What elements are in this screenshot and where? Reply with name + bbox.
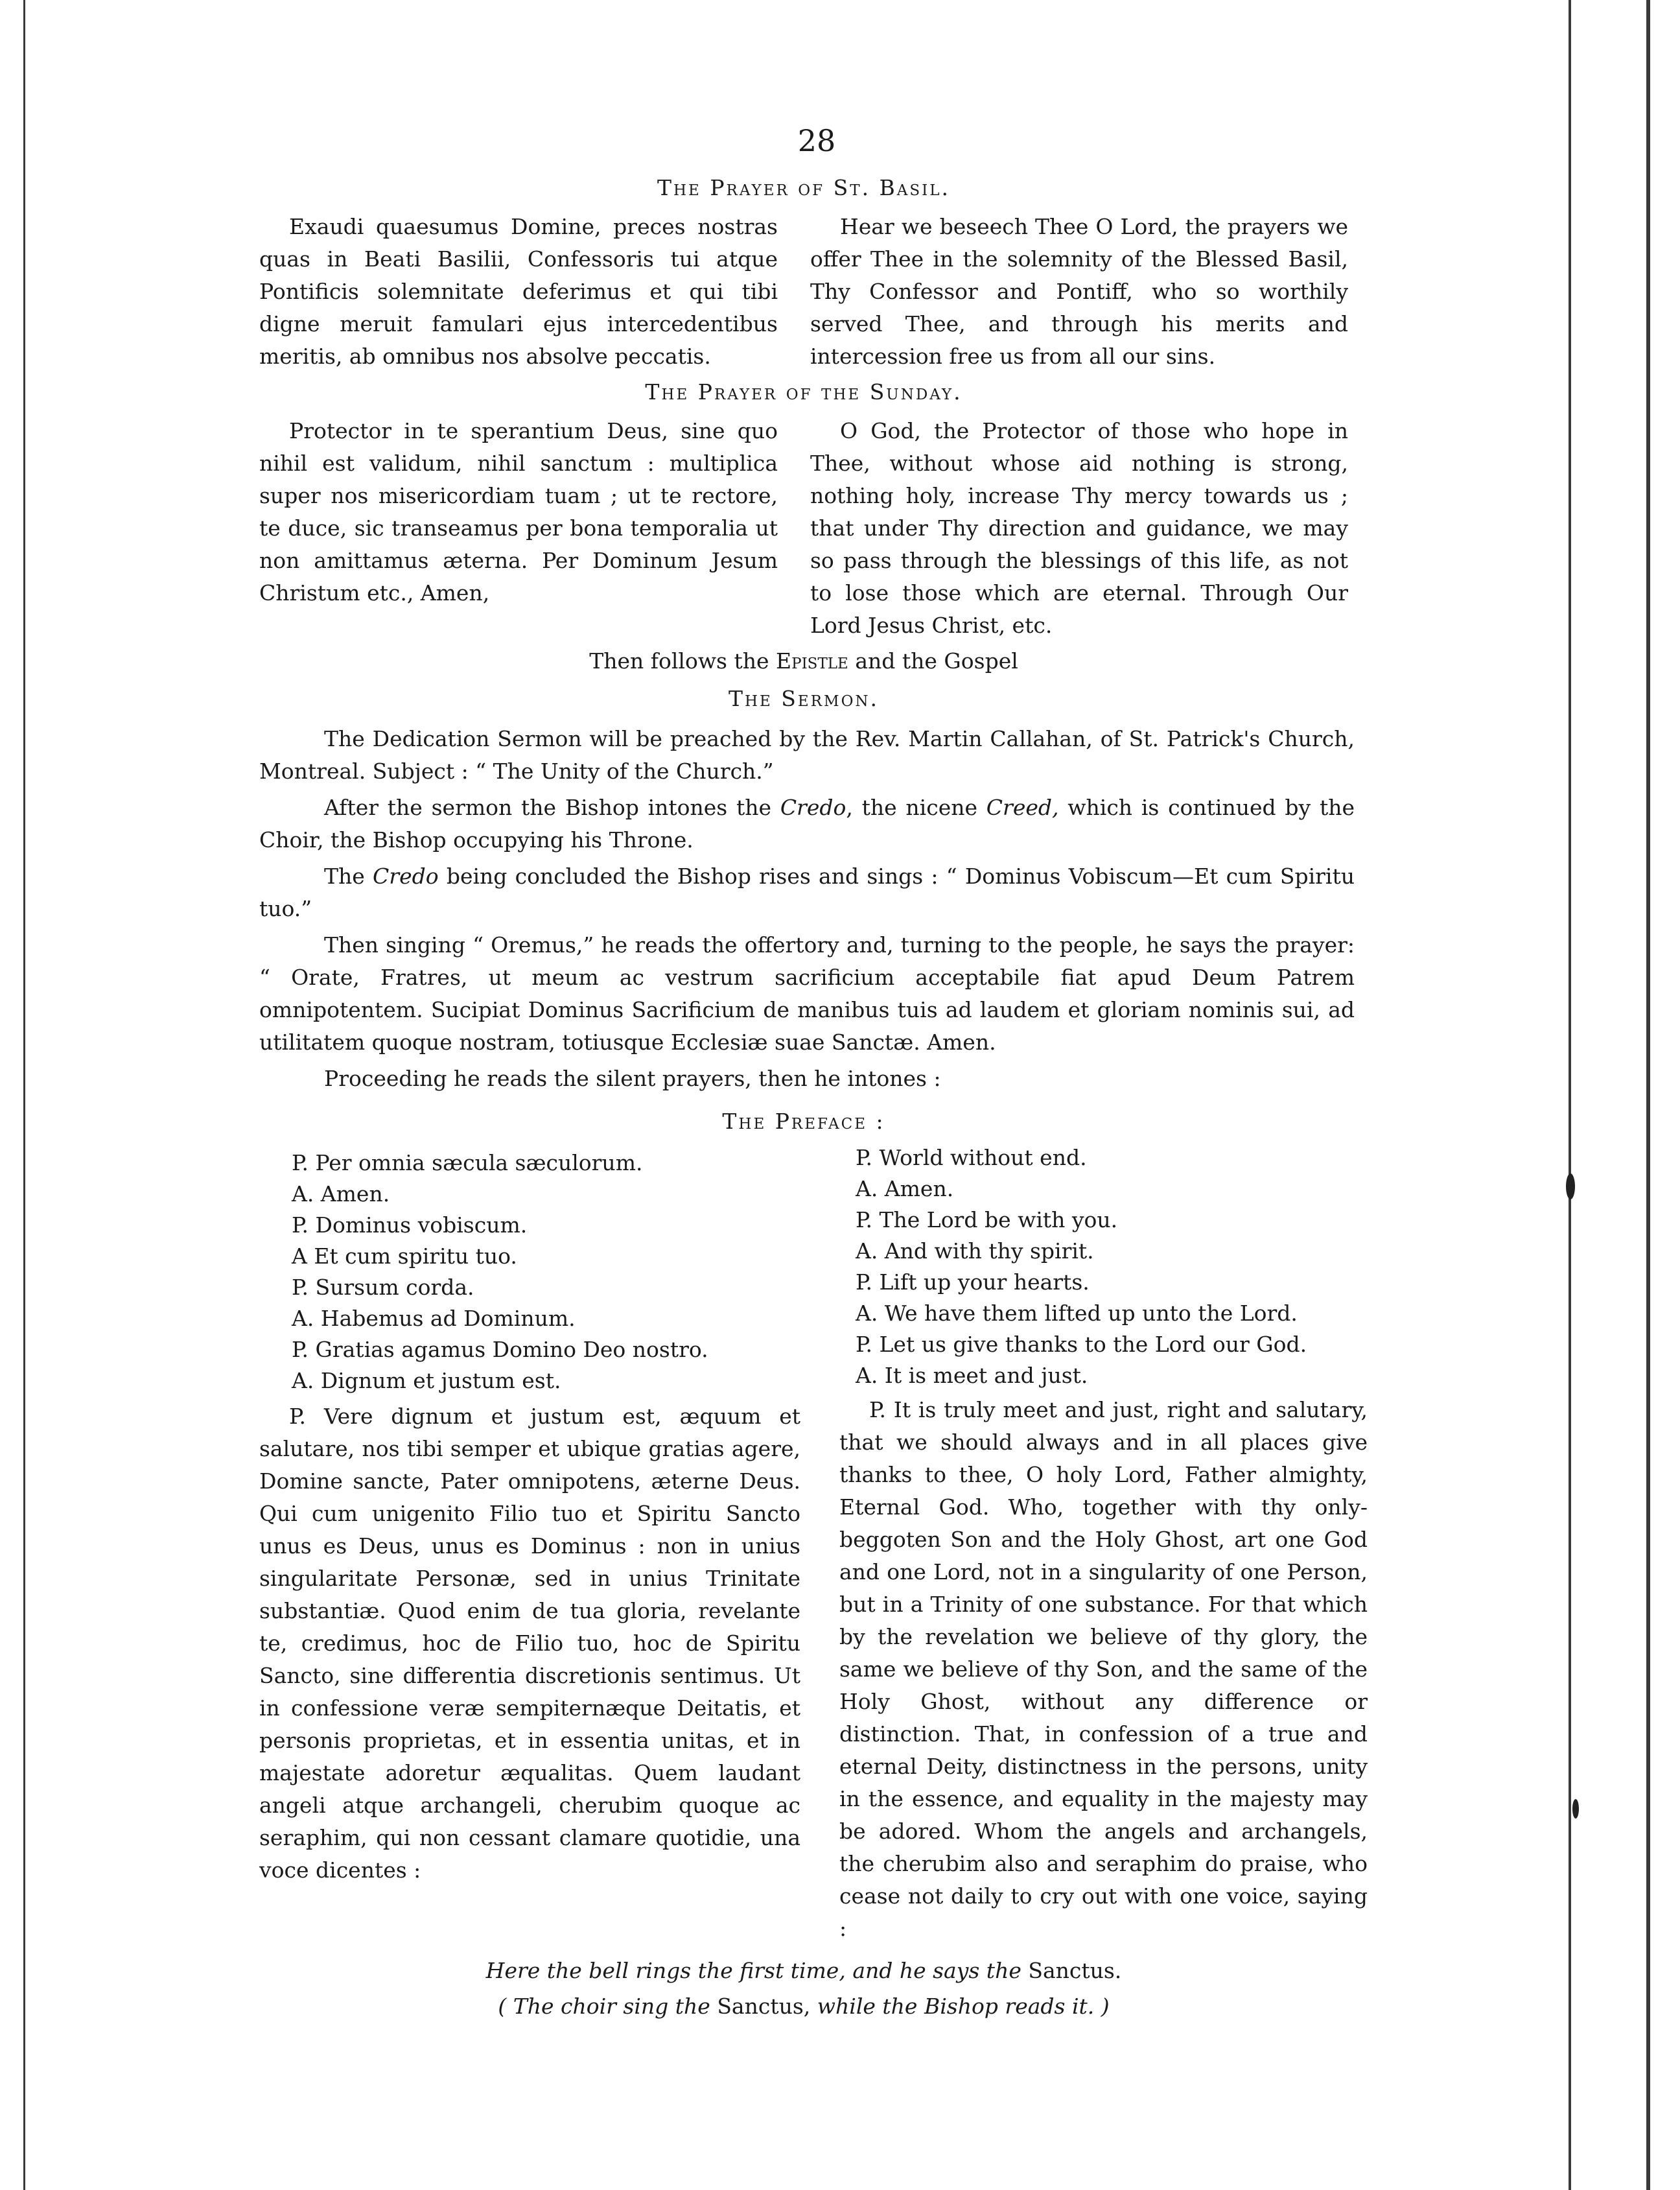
credo-italic: Credo <box>780 795 846 820</box>
dialog-line: A. Habemus ad Dominum. <box>292 1306 576 1331</box>
epistle-before: Then follows the <box>589 648 776 674</box>
footer-text: ( The choir sing the <box>498 1994 718 2019</box>
heading-prayer-basil: The Prayer of St. Basil. <box>657 175 951 200</box>
page-number: 28 <box>797 123 836 158</box>
dialog-line: P. Gratias agamus Domino Deo nostro. <box>292 1337 708 1362</box>
dialog-line: A. Dignum et justum est. <box>292 1368 561 1393</box>
text-run: being concluded the Bishop rises and sings : “ Dominus Vobiscum—Et cum Spiritu tuo.” <box>259 864 1355 921</box>
text-run: which is continued by the Choir, the Bishop occupying his Throne. <box>259 795 1355 853</box>
right-edge-line <box>1569 0 1571 2190</box>
dialog-line: P. Let us give thanks to the Lord our God. <box>856 1332 1307 1357</box>
dialog-line: P. Per omnia sæcula sæculorum. <box>292 1150 643 1175</box>
text-run: After the sermon the Bishop intones the <box>324 795 780 820</box>
text-run: The <box>324 864 373 889</box>
credo-italic: Credo <box>373 864 439 889</box>
dialog-line: P. The Lord be with you. <box>856 1207 1118 1232</box>
dialog-line: A Et cum spiritu tuo. <box>292 1243 517 1269</box>
dialog-line: A. It is meet and just. <box>856 1363 1088 1388</box>
dialog-line: P. Sursum corda. <box>292 1275 474 1300</box>
sermon-paragraph: Then singing “ Oremus,” he reads the offertory and, turning to the people, he says the prayer: “ Orate, Fratres, ut meum ac vestrum sacrificium acceptabile fiat apud Deum Patrem omnipotentem. Sucipiat Dominus Sacrificium de manibus tuis ad laudem et gloriam nominis sui, ad utilitatem quoque nostram, totiusque Ecclesiæ suae Sanctæ. Amen. <box>259 932 1355 1055</box>
dialog-line: P. Lift up your hearts. <box>856 1269 1090 1295</box>
sunday-english-text: O God, the Protector of those who hope in Thee, without whose aid nothing is strong, nothing holy, increase Thy mercy towards us ; that under Thy direction and guidance, we may so pass through the blessings of this life, as not to lose those which are eternal. Through Our Lord Jesus Christ, etc. <box>810 418 1348 638</box>
footer-line-1 <box>233 1958 1374 1983</box>
heading-preface: The Preface : <box>722 1109 885 1134</box>
sermon-paragraph: The Dedication Sermon will be preached by the Rev. Martin Callahan, of St. Patrick's Church, Montreal. Subject : “ The Unity of the Church.” <box>259 726 1355 784</box>
dialog-line: A. And with thy spirit. <box>856 1238 1094 1264</box>
dialog-line: P. World without end. <box>856 1145 1087 1170</box>
epistle-line <box>233 648 1374 674</box>
left-edge-line <box>23 0 25 2190</box>
footer-text: Here the bell rings the first time, and he says the <box>485 1958 1029 1983</box>
latin-column <box>259 415 778 609</box>
page-mark <box>1572 1799 1579 1819</box>
sermon-section <box>259 723 1355 1099</box>
epistle-word: Epistle <box>776 648 848 674</box>
sermon-paragraph <box>259 792 1355 856</box>
latin-column <box>259 211 778 373</box>
text-run: , the nicene <box>846 795 986 820</box>
preface-english-column <box>839 1394 1368 1945</box>
english-column <box>810 415 1348 642</box>
heading-sermon: The Sermon. <box>728 686 880 711</box>
english-column <box>810 211 1348 373</box>
dialog-line: P. Dominus vobiscum. <box>292 1212 528 1238</box>
sermon-paragraph <box>259 860 1355 925</box>
sermon-paragraph: Proceeding he reads the silent prayers, then he intones : <box>324 1066 941 1091</box>
preface-latin-dialog <box>292 1148 784 1396</box>
dialog-line: A. We have them lifted up unto the Lord. <box>856 1301 1298 1326</box>
footer-line-2 <box>233 1994 1374 2019</box>
creed-italic: Creed, <box>986 795 1059 820</box>
basil-latin-text: Exaudi quaesumus Domine, preces nostras quas in Beati Basilii, Confessoris tui atque Pontificis solemnitate deferimus et qui tibi digne meruit famulari ejus intercedentibus meritis, ab omnibus nos absolve peccatis. <box>259 214 778 369</box>
sanctus-word: Sanctus. <box>1028 1958 1122 1983</box>
dialog-line: A. Amen. <box>856 1176 954 1201</box>
heading-prayer-sunday: The Prayer of the Sunday. <box>645 379 962 405</box>
preface-latin-text: P. Vere dignum et justum est, æquum et salutare, nos tibi semper et ubique gratias agere, Domine sancte, Pater omnipotens, æterne Deus. Qui cum unigenito Filio tuo et Spiritu Sancto unus es Deus, unus es Dominus : non in unius singularitate Personæ, sed in unius Trinitate substantiæ. Quod enim de tua gloria, revelante te, credimus, hoc de Filio tuo, hoc de Spiritu Sancto, sine differentia discretionis sentimus. Ut in confessione veræ sempiternæque Deitatis, et personis proprietas, et in essentia unitas, et in majestate adoretur æqualitas. Quem laudant angeli atque archangeli, cherubim quoque ac seraphim, qui non cessant clamare quotidie, una voce dicentes : <box>259 1404 800 1883</box>
footer-text: while the Bishop reads it. ) <box>810 1994 1110 2019</box>
sanctus-word: Sanctus, <box>717 1994 811 2019</box>
epistle-after: and the Gospel <box>848 648 1018 674</box>
sunday-latin-text: Protector in te sperantium Deus, sine quo nihil est validum, nihil sanctum : multiplica super nos misericordiam tuam ; ut te rectore, te duce, sic transeamus per bona temporalia ut non amittamus æterna. Per Dominum Jesum Christum etc., Amen, <box>259 418 778 606</box>
basil-english-text: Hear we beseech Thee O Lord, the prayers we offer Thee in the solemnity of the Blessed Basil, Thy Confessor and Pontiff, who so worthily served Thee, and through his merits and intercession free us from all our sins. <box>810 214 1348 369</box>
page-mark <box>1566 1173 1575 1199</box>
preface-english-dialog <box>856 1142 1361 1391</box>
dialog-line: A. Amen. <box>292 1181 390 1207</box>
preface-latin-column <box>259 1400 800 1887</box>
far-right-edge-line <box>1646 0 1650 2190</box>
preface-english-text: P. It is truly meet and just, right and salutary, that we should always and in all places give thanks to thee, O holy Lord, Father almighty, Eternal God. Who, together with thy only-beggoten Son and the Holy Ghost, art one God and one Lord, not in a singularity of one Person, but in a Trinity of one substance. For that which by the revelation we believe of thy glory, the same we believe of thy Son, and the same of the Holy Ghost, without any difference or distinction. That, in confession of a true and eternal Deity, distinctness in the persons, unity in the essence, and equality in the majesty may be adored. Whom the angels and archangels, the cherubim also and seraphim do praise, who cease not daily to cry out with one voice, saying : <box>839 1397 1368 1941</box>
